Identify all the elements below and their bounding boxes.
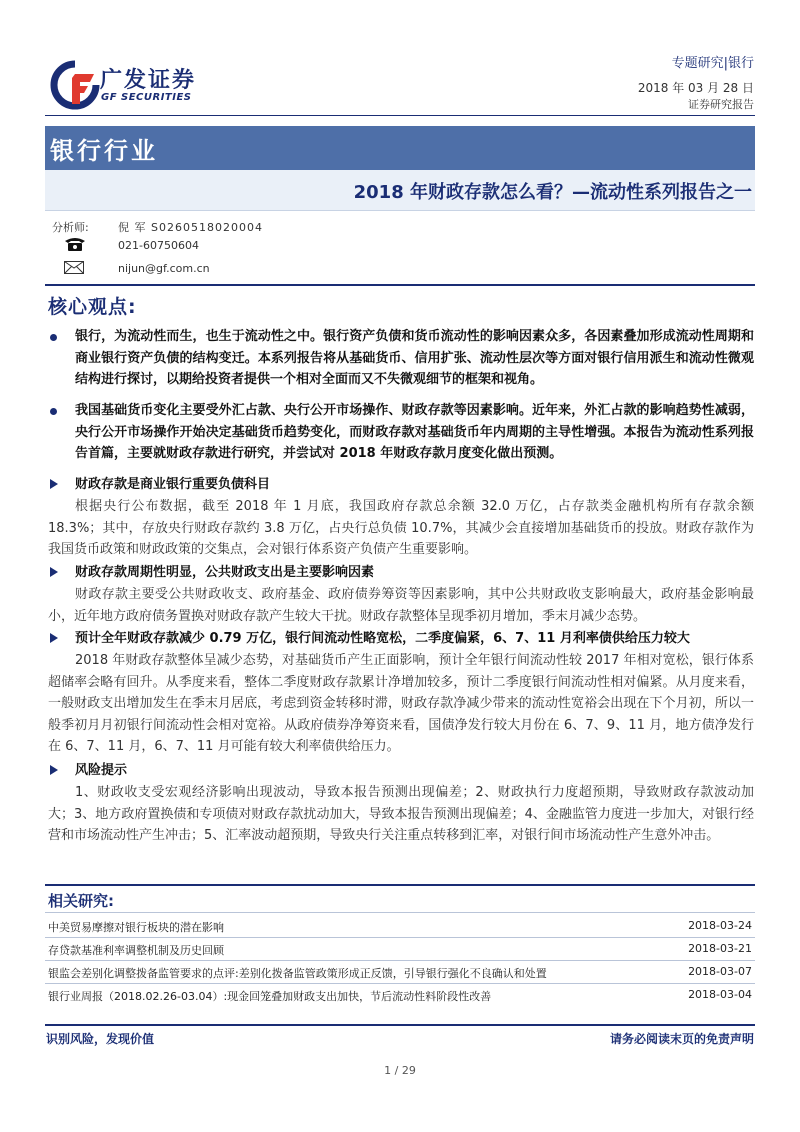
section-heading-3 <box>48 628 754 650</box>
core-bullet-text: 我国基础货币变化主要受外汇占款、央行公开市场操作、财政存款等因素影响。近年来，外汇占款的影响趋势性减弱，央行公开市场操作开始决定基础货币趋势变化，而财政存款对基础货币年内周期的主导性增强。本报告为流动性系列报告首篇，主要就财政存款进行研究，并尝试对 2018 年财政存款月度变化做出预测。 <box>75 403 754 461</box>
header-divider <box>45 115 755 116</box>
core-bullet-2 <box>48 400 754 465</box>
related-divider <box>45 937 755 938</box>
bullet-dot-icon <box>50 408 57 415</box>
core-bullet-text: 银行，为流动性而生，也生于流动性之中。银行资产负债和货币流动性的影响因素众多，各因素叠加形成流动性周期和商业银行资产负债的结构变迁。本系列报告将从基础货币、信用扩张、流动性层次等方面对银行信用派生和流动性微观结构进行探讨，以期给投资者提供一个相对全面而又不失微观细节的框架和视角。 <box>75 329 754 387</box>
gf-logo-icon <box>50 60 100 110</box>
email-icon <box>64 261 84 274</box>
related-divider <box>45 983 755 984</box>
report-title: 2018 年财政存款怎么看？—流动性系列报告之一 <box>353 182 752 203</box>
analyst-name: 倪 军 S0260518020004 <box>118 221 263 234</box>
analyst-email[interactable]: nijun@gf.com.cn <box>118 262 210 275</box>
section-paragraph-1: 根据央行公布数据，截至 2018 年 1 月底，我国政府存款总余额 32.0 万亿，占存款类金融机构所有存款余额 18.3%；其中，存放央行财政存款约 3.8 万亿，占央行总负债 10.7%，其减少会直接增加基础货币的投放。财政存款作为我国货币政策和财政政策的交集点，会对银行体系资产负债产生重要影响。 <box>48 499 754 557</box>
triangle-bullet-icon <box>50 633 58 643</box>
related-item-date: 2018-03-07 <box>688 965 752 978</box>
report-type: 证券研究报告 <box>688 98 754 111</box>
section-heading-text: 财政存款是商业银行重要负债科目 <box>75 477 271 492</box>
analyst-phone: 021-60750604 <box>118 239 199 252</box>
logo-text: 广发证券 <box>100 68 197 93</box>
related-item-date: 2018-03-24 <box>688 919 752 932</box>
related-research-title: 相关研究: <box>48 892 114 910</box>
report-date: 2018 年 03 月 28 日 <box>637 81 754 95</box>
related-item-title[interactable]: 银监会差别化调整拨备监管要求的点评:差别化拨备监管政策形成正反馈，引导银行强化不良确认和处置 <box>48 967 547 980</box>
footer-divider <box>45 1024 755 1026</box>
logo-subtitle: GF SECURITIES <box>101 92 192 103</box>
phone-icon <box>64 237 86 251</box>
core-views-title: 核心观点: <box>48 296 137 318</box>
section-paragraph-4: 1、财政收支受宏观经济影响出现波动，导致本报告预测出现偏差；2、财政执行力度超预期，导致财政存款波动加大；3、地方政府置换债和专项债对财政存款扰动加大，导致本报告预测出现偏差；4、金融监管力度进一步加大，对银行经营和市场流动性产生冲击；5、汇率波动超预期，导致央行关注重点转移到汇率，对银行间市场流动性产生意外冲击。 <box>48 785 754 843</box>
footer-slogan: 识别风险，发现价值 <box>46 1032 155 1046</box>
footer-disclaimer[interactable]: 请务必阅读末页的免责声明 <box>609 1032 754 1046</box>
report-category: 专题研究|银行 <box>671 56 754 71</box>
related-divider <box>45 912 755 913</box>
section-heading-text: 预计全年财政存款减少 0.79 万亿，银行间流动性略宽松，二季度偏紧，6、7、11 月利率债供给压力较大 <box>75 631 690 646</box>
analyst-divider <box>45 284 755 286</box>
triangle-bullet-icon <box>50 765 58 775</box>
section-heading-2 <box>48 562 754 584</box>
related-item-title[interactable]: 存贷款基准利率调整机制及历史回顾 <box>48 944 224 957</box>
industry-title: 银行行业 <box>50 137 158 165</box>
core-bullet-1 <box>48 326 754 391</box>
related-item-date: 2018-03-21 <box>688 942 752 955</box>
related-top-divider <box>45 884 755 886</box>
section-heading-text: 风险提示 <box>75 763 128 778</box>
related-item-date: 2018-03-04 <box>688 988 752 1001</box>
analyst-label: 分析师: <box>52 221 89 234</box>
bullet-dot-icon <box>50 334 57 341</box>
related-item-title[interactable]: 中美贸易摩擦对银行板块的潜在影响 <box>48 921 224 934</box>
section-heading-4 <box>48 760 754 782</box>
triangle-bullet-icon <box>50 479 58 489</box>
related-divider <box>45 960 755 961</box>
related-item-title[interactable]: 银行业周报（2018.02.26-03.04）:现金回笼叠加财政支出加快，节后流动性料阶段性改善 <box>48 990 492 1003</box>
section-heading-1 <box>48 474 754 496</box>
section-heading-text: 财政存款周期性明显，公共财政支出是主要影响因素 <box>75 565 375 580</box>
section-paragraph-3: 2018 年财政存款整体呈减少态势，对基础货币产生正面影响，预计全年银行间流动性较 2017 年相对宽松，银行体系超储率会略有回升。从季度来看，整体二季度财政存款累计净增加较多，预计二季度银行间流动性相对偏紧。从月度来看，一般财政支出增加发生在季末月居底，考虑到资金转移时滞，财政存款净减少带来的流动性宽裕会出现在下个月初，所以一般季初月月初银行间流动性会相对宽裕。从政府债券净筹资来看，国债净发行较大月份在 6、7、9、11 月，地方债净发行在 6、7、11 月，6、7、11 月可能有较大利率债供给压力。 <box>48 653 754 754</box>
triangle-bullet-icon <box>50 567 58 577</box>
section-paragraph-2: 财政存款主要受公共财政收支、政府基金、政府债券筹资等因素影响，其中公共财政收支影响最大，政府基金影响最小，近年地方政府债务置换对财政存款产生较大干扰。财政存款整体呈现季初月增加，季末月减少态势。 <box>48 587 754 624</box>
page-number: 1 / 29 <box>384 1064 416 1077</box>
